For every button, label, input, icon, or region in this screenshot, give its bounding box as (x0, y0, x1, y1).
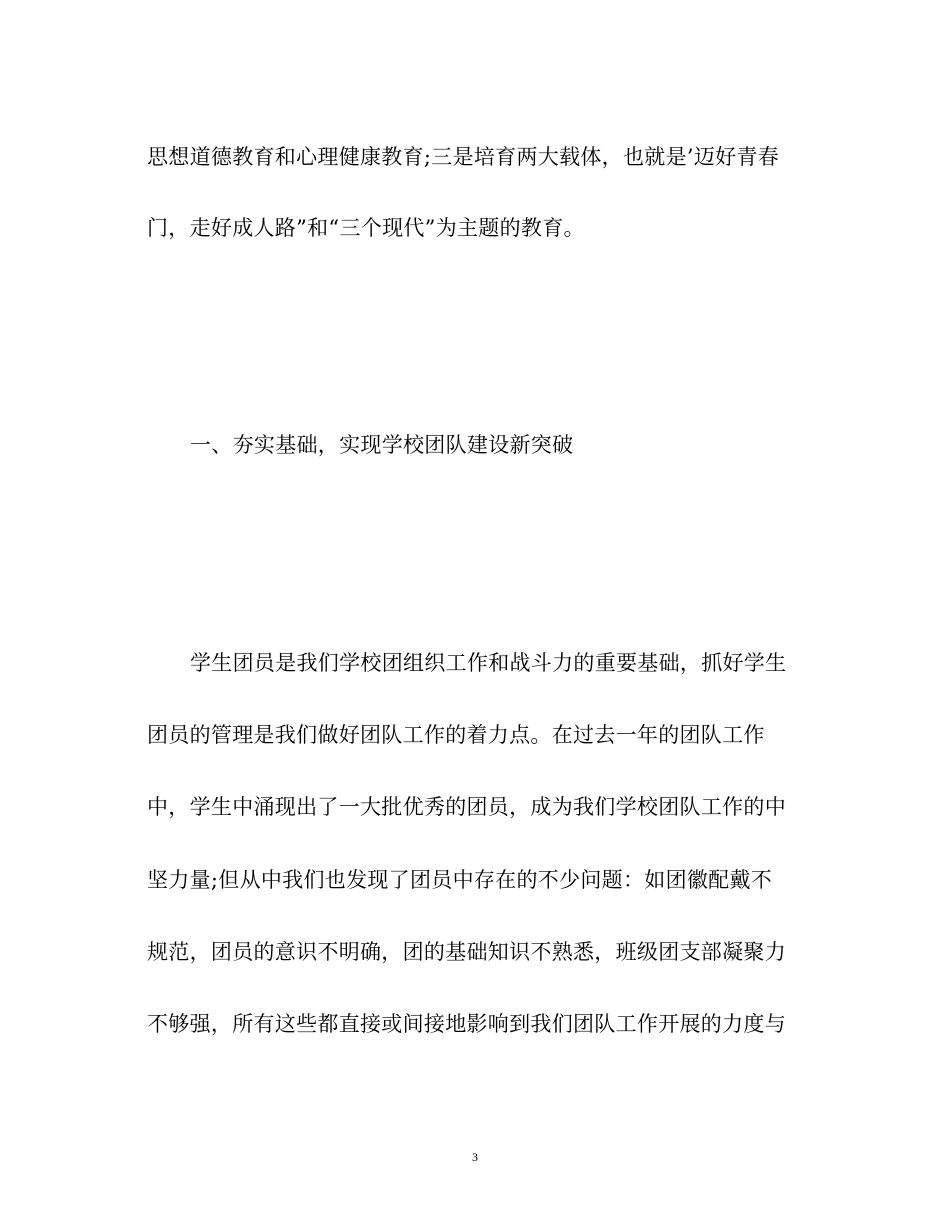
paragraph-line-4: 坚力量;但从中我们也发现了团员中存在的不少问题：如团徽配戴不 (147, 868, 773, 892)
section-heading: 一、夯实基础，实现学校团队建设新突破 (190, 433, 574, 457)
continuation-line-1: 思想道德教育和心理健康教育;三是培育两大载体，也就是’迈好青春 (147, 145, 780, 169)
page-number: 3 (472, 1150, 478, 1164)
paragraph-line-2: 团员的管理是我们做好团队工作的着力点。在过去一年的团队工作 (147, 723, 765, 747)
paragraph-line-1: 学生团员是我们学校团组织工作和战斗力的重要基础，抓好学生 (190, 651, 787, 675)
paragraph-line-3: 中，学生中涌现出了一大批优秀的团员，成为我们学校团队工作的中 (147, 795, 786, 819)
paragraph-line-5: 规范，团员的意识不明确，团的基础知识不熟悉，班级团支部凝聚力 (147, 940, 786, 964)
continuation-line-2: 门，走好成人路”和“三个现代”为主题的教育。 (147, 216, 585, 240)
paragraph-line-6: 不够强，所有这些都直接或间接地影响到我们团队工作开展的力度与 (147, 1012, 786, 1036)
